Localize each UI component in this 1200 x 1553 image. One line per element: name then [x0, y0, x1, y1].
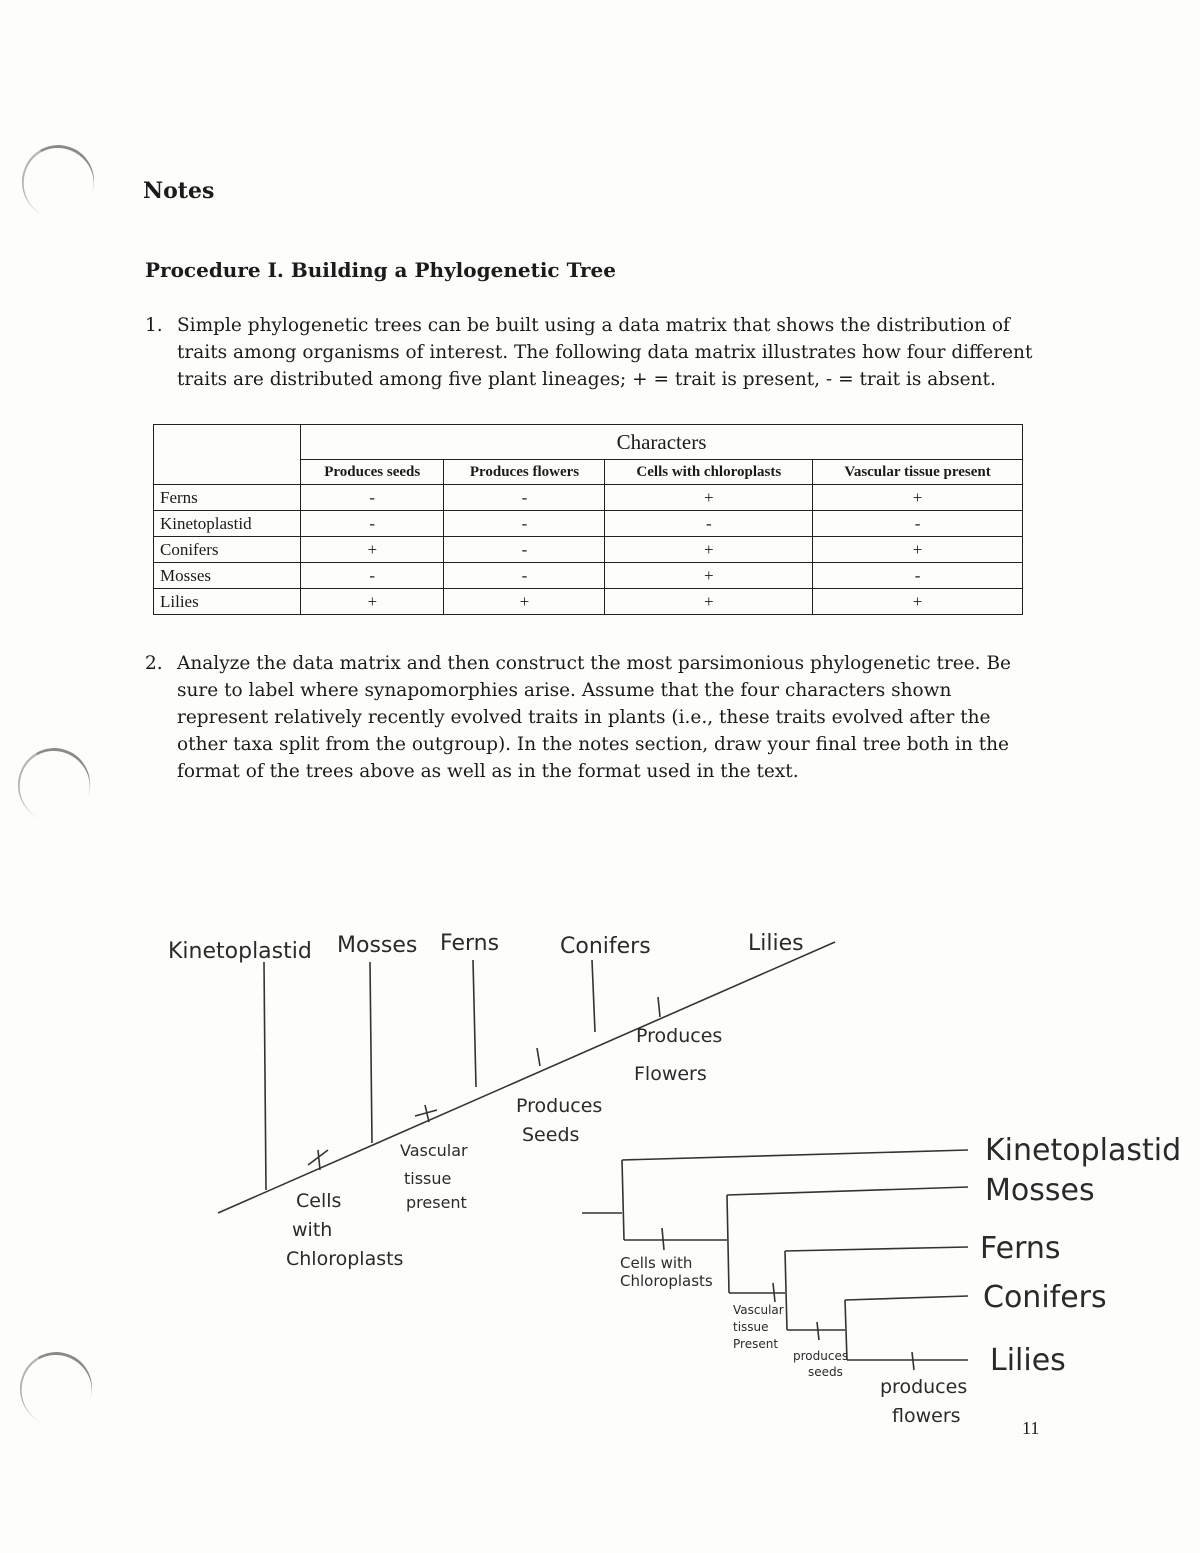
table-cell: +: [301, 537, 444, 563]
row-label: Lilies: [154, 589, 301, 615]
table-cell: +: [605, 485, 813, 511]
tree1-trait-labels: [286, 1025, 722, 1270]
column-header: Produces flowers: [444, 460, 605, 485]
column-header: Vascular tissue present: [813, 460, 1023, 485]
tick-flowers: [658, 997, 660, 1017]
row-label: Ferns: [154, 485, 301, 511]
trait-label: Flowers: [634, 1063, 707, 1085]
taxon-label: Mosses: [985, 1173, 1095, 1208]
table-cell: +: [813, 485, 1023, 511]
table-cell: -: [813, 563, 1023, 589]
trait-label: Produces: [516, 1095, 603, 1117]
table-cell: +: [444, 589, 605, 615]
taxon-label: Lilies: [990, 1343, 1066, 1378]
trait-label: Vascular: [400, 1141, 468, 1160]
branch-mosses: [370, 962, 372, 1143]
trait-label: Chloroplasts: [620, 1272, 713, 1290]
table-cell: -: [813, 511, 1023, 537]
notes-heading: Notes: [143, 178, 215, 204]
taxon-label: Lilies: [748, 931, 804, 956]
trait-label: with: [292, 1219, 333, 1241]
tree-trunk-line: [218, 942, 835, 1213]
tick-seeds: [817, 1322, 819, 1340]
row-label: Kinetoplastid: [154, 511, 301, 537]
trait-label: Produces: [636, 1025, 723, 1047]
tree2-taxa-labels: [980, 1133, 1181, 1378]
table-cell: +: [813, 589, 1023, 615]
branch-mosses: [727, 1187, 968, 1195]
trait-label: produces: [793, 1349, 849, 1363]
row-label: Conifers: [154, 537, 301, 563]
table-cell: -: [444, 485, 605, 511]
table-cell: -: [301, 485, 444, 511]
trait-label: Vascular: [733, 1303, 784, 1317]
table-cell: +: [301, 589, 444, 615]
question-1-text: Simple phylogenetic trees can be built using a data matrix that shows the distribution of traits among organisms of interest. The following data matrix illustrates how four different traits are distributed among five plant lineages; + = trait is present, - = trait is absent.: [177, 315, 1033, 390]
table-cell: -: [444, 511, 605, 537]
trait-label: Chloroplasts: [286, 1248, 404, 1270]
table-cell: -: [444, 537, 605, 563]
branch-conifers: [845, 1296, 968, 1300]
taxon-label: Conifers: [560, 934, 651, 959]
page-number: 11: [1022, 1418, 1040, 1438]
question-1-number: 1.: [145, 315, 163, 336]
trait-label: produces: [880, 1376, 968, 1398]
trait-label: present: [406, 1193, 467, 1212]
tick-flowers: [912, 1352, 914, 1370]
trait-label: Cells: [296, 1190, 342, 1212]
column-header: Cells with chloroplasts: [605, 460, 813, 485]
trait-label: Present: [733, 1337, 779, 1351]
taxon-label: Conifers: [983, 1280, 1107, 1315]
taxon-label: Ferns: [440, 931, 500, 956]
trait-label: flowers: [892, 1405, 961, 1427]
branch-kinetoplastid: [622, 1150, 968, 1160]
trait-label: tissue: [733, 1320, 769, 1334]
cladogram-diagonal: [218, 942, 835, 1213]
taxon-label: Ferns: [980, 1231, 1061, 1266]
taxon-label: Kinetoplastid: [985, 1133, 1182, 1168]
table-cell: -: [301, 511, 444, 537]
branch-ferns: [473, 960, 476, 1087]
table-cell: -: [605, 511, 813, 537]
tick-seeds: [537, 1048, 540, 1066]
tree2-node-1: [622, 1160, 624, 1240]
row-label: Mosses: [154, 563, 301, 589]
tick-vascular: [773, 1283, 775, 1302]
branch-ferns: [785, 1247, 968, 1251]
table-cell: +: [813, 537, 1023, 563]
characters-header: Characters: [301, 425, 1023, 460]
column-header: Produces seeds: [301, 460, 444, 485]
tick-chloroplasts-stem: [318, 1150, 320, 1170]
question-2-number: 2.: [145, 653, 163, 674]
branch-kinetoplastid: [264, 962, 266, 1190]
trait-label: Seeds: [522, 1124, 580, 1146]
tree2-node-3: [785, 1251, 787, 1330]
taxon-label: Kinetoplastid: [168, 939, 312, 964]
question-2-text: Analyze the data matrix and then construct the most parsimonious phylogenetic tree. Be sure to label where synapomorphies arise. Assume that the four characters shown represent relatively recently evolved traits in plants (i.e., these traits evolved after the other taxa split from the outgroup). In the notes section, draw your final tree both in the format of the trees above as well as in the format used in the text.: [177, 653, 1011, 782]
trait-label: seeds: [808, 1365, 843, 1379]
procedure-title: Procedure I. Building a Phylogenetic Tree: [145, 258, 616, 282]
table-cell: +: [605, 537, 813, 563]
trait-label: tissue: [404, 1169, 452, 1188]
tree2-trait-labels: [620, 1254, 967, 1427]
branch-conifers: [592, 960, 595, 1032]
trait-label: Cells with: [620, 1254, 693, 1272]
taxon-label: Mosses: [337, 933, 418, 958]
tick-chloroplasts: [662, 1228, 664, 1250]
table-cell: -: [444, 563, 605, 589]
tree1-taxa-labels: [168, 931, 804, 964]
table-cell: +: [605, 589, 813, 615]
table-cell: -: [301, 563, 444, 589]
table-cell: +: [605, 563, 813, 589]
tree2-node-2: [727, 1195, 729, 1293]
